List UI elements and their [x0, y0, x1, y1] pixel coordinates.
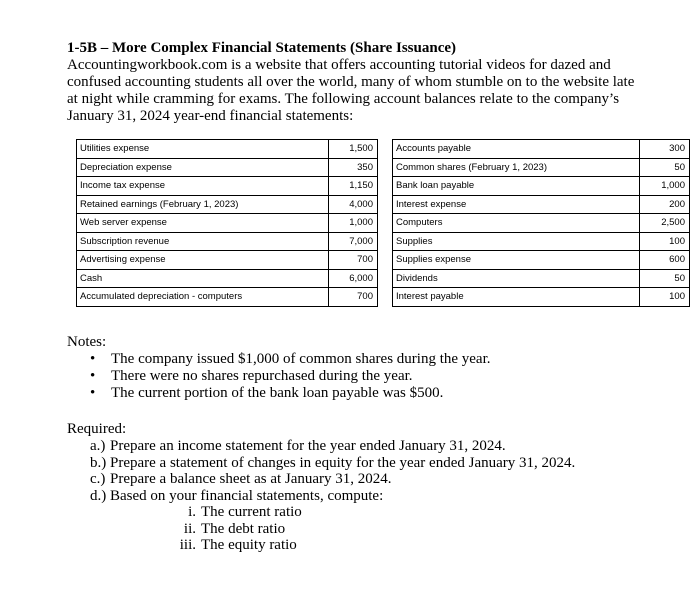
table-row: [77, 269, 378, 288]
account-name: Accounts payable: [393, 140, 640, 159]
list-item: iii. The equity ratio: [179, 537, 297, 553]
account-amount: 50: [640, 158, 690, 177]
bullet-icon: •: [90, 351, 96, 367]
table-row: [77, 214, 378, 233]
list-item: c.) Prepare a balance sheet as at January 31, 2024.: [90, 471, 392, 487]
table-row: [393, 232, 690, 251]
table-row: [393, 269, 690, 288]
account-name: Supplies: [393, 232, 640, 251]
account-amount: 300: [640, 140, 690, 159]
account-amount: 350: [329, 158, 378, 177]
table-row: [77, 232, 378, 251]
table-row: [393, 214, 690, 233]
list-item: • There were no shares repurchased during the year.: [90, 368, 413, 384]
list-item: a.) Prepare an income statement for the year ended January 31, 2024.: [90, 438, 506, 454]
account-amount: 200: [640, 195, 690, 214]
table-row: [77, 195, 378, 214]
table-row: [393, 288, 690, 307]
account-name: Advertising expense: [77, 251, 329, 270]
account-name: Computers: [393, 214, 640, 233]
account-name: Income tax expense: [77, 177, 329, 196]
list-item: b.) Prepare a statement of changes in equity for the year ended January 31, 2024.: [90, 454, 576, 471]
account-amount: 50: [640, 269, 690, 288]
account-name: Common shares (February 1, 2023): [393, 158, 640, 177]
accounts-table-left: [76, 139, 378, 307]
account-name: Interest payable: [393, 288, 640, 307]
intro-paragraph: Accountingworkbook.com is a website that offers accounting tutorial videos for dazed and confused accounting students all over the world, many of whom stumble on to the website late at night while cramming for exams. The following account balances relate to the company’s January 31, 2024 year-end financial statements:: [67, 57, 635, 124]
table-row: [77, 251, 378, 270]
account-amount: 1,000: [640, 177, 690, 196]
account-name: Dividends: [393, 269, 640, 288]
ratio-sublist: [172, 504, 657, 554]
notes-heading: Notes:: [67, 334, 107, 350]
account-name: Bank loan payable: [393, 177, 640, 196]
table-row: [77, 158, 378, 177]
account-name: Cash: [77, 269, 329, 288]
notes-list: [90, 351, 491, 402]
account-name: Interest expense: [393, 195, 640, 214]
account-name: Utilities expense: [77, 140, 329, 159]
account-name: Web server expense: [77, 214, 329, 233]
account-amount: 700: [329, 288, 378, 307]
required-heading: Required:: [67, 421, 127, 437]
account-name: Subscription revenue: [77, 232, 329, 251]
table-row: [77, 288, 378, 307]
table-row: [393, 158, 690, 177]
account-amount: 100: [640, 288, 690, 307]
table-row: [393, 177, 690, 196]
account-amount: 100: [640, 232, 690, 251]
table-row: [393, 195, 690, 214]
account-amount: 7,000: [329, 232, 378, 251]
list-item: d.) Based on your financial statements, compute:: [90, 487, 384, 504]
table-row: [393, 251, 690, 270]
account-name: Depreciation expense: [77, 158, 329, 177]
problem-title: 1-5B – More Complex Financial Statements (Share Issuance): [67, 40, 457, 56]
account-amount: 6,000: [329, 269, 378, 288]
list-item: i. The current ratio: [188, 504, 302, 520]
bullet-icon: •: [90, 368, 96, 384]
required-list: [90, 438, 575, 554]
account-amount: 1,500: [329, 140, 378, 159]
list-item: ii. The debt ratio: [183, 520, 286, 537]
table-row: [77, 177, 378, 196]
account-name: Accumulated depreciation - computers: [77, 288, 329, 307]
account-amount: 4,000: [329, 195, 378, 214]
account-amount: 2,500: [640, 214, 690, 233]
list-item: • The company issued $1,000 of common shares during the year.: [90, 351, 491, 367]
accounts-table-right: [392, 139, 690, 307]
bullet-icon: •: [90, 385, 96, 401]
account-amount: 1,150: [329, 177, 378, 196]
account-amount: 700: [329, 251, 378, 270]
account-amount: 600: [640, 251, 690, 270]
account-name: Supplies expense: [393, 251, 640, 270]
table-row: [77, 140, 378, 159]
account-name: Retained earnings (February 1, 2023): [77, 195, 329, 214]
account-amount: 1,000: [329, 214, 378, 233]
table-row: [393, 140, 690, 159]
list-item: • The current portion of the bank loan payable was $500.: [90, 385, 444, 401]
